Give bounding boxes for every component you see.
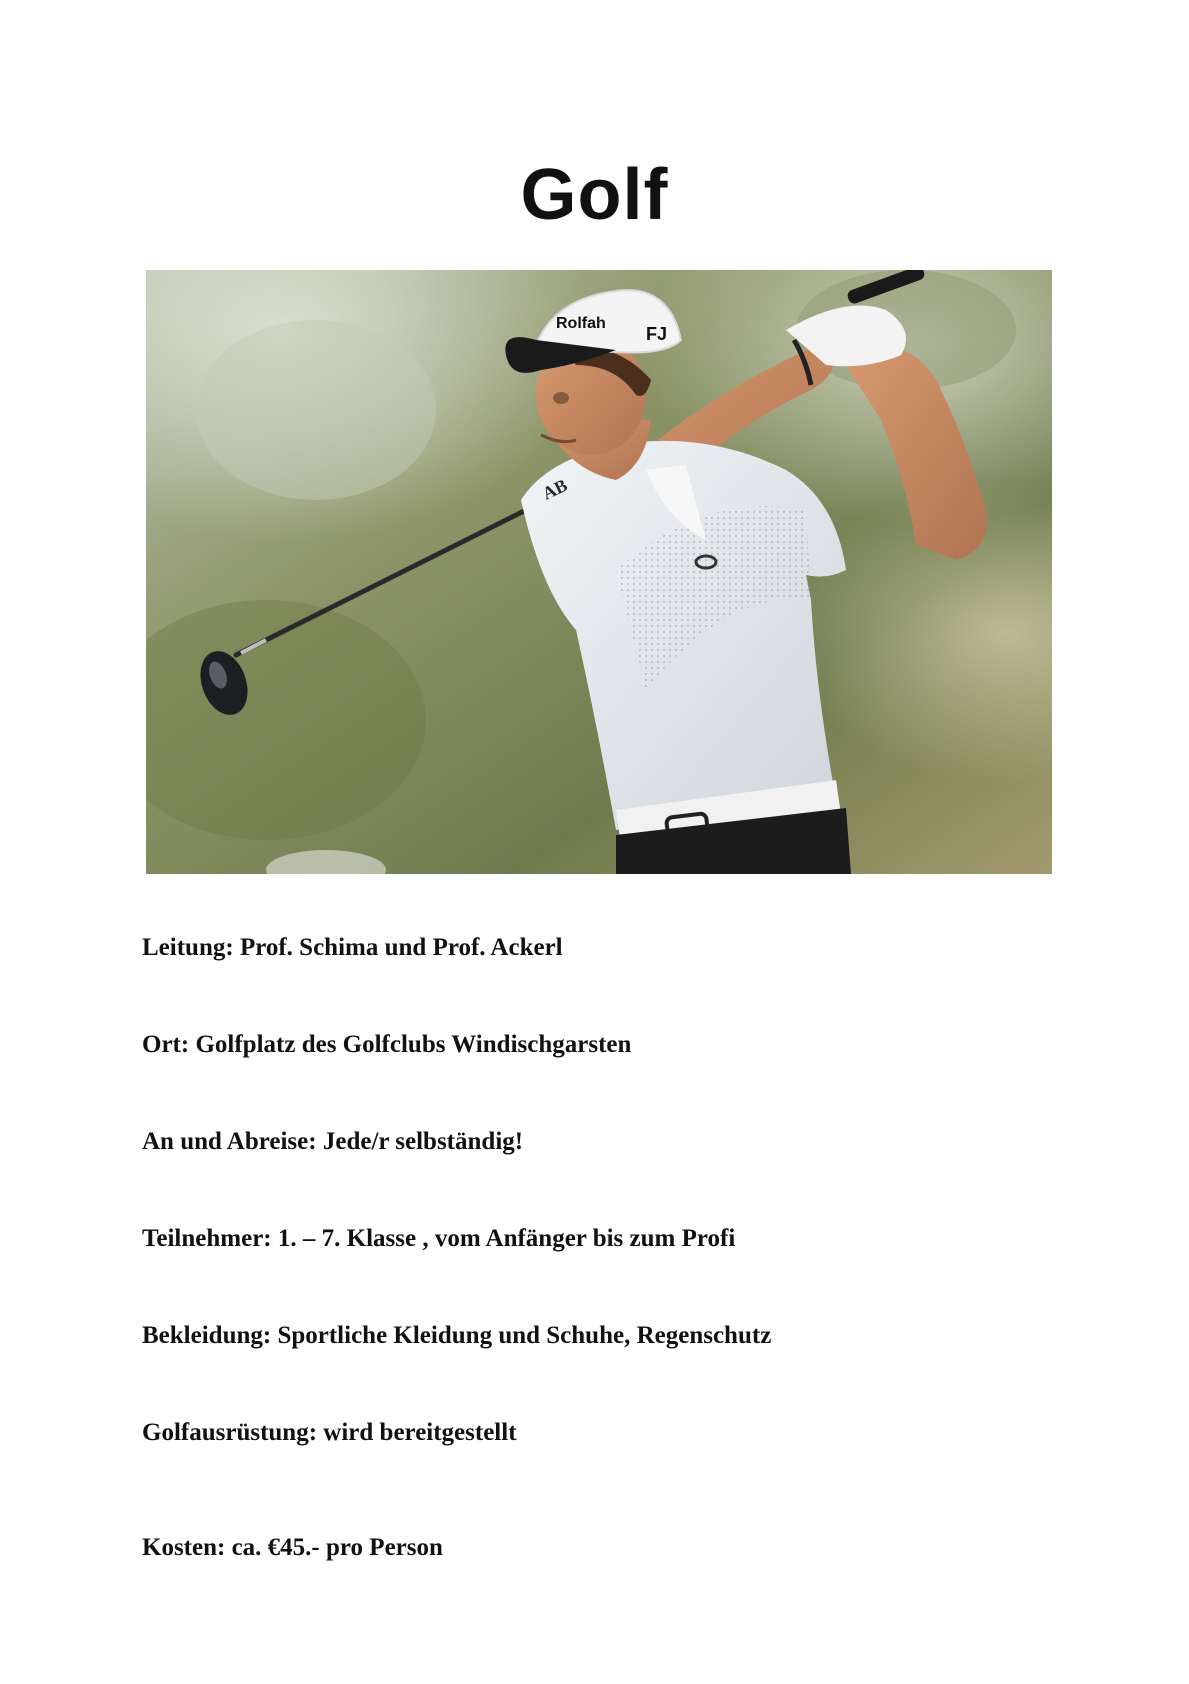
info-anreise-value: Jede/r selbständig!	[322, 1128, 524, 1155]
info-golfausruestung	[142, 1418, 517, 1448]
page-title: Golf	[520, 155, 669, 235]
info-anreise	[142, 1127, 523, 1157]
info-kosten-value: ca. €45.- pro Person	[231, 1534, 443, 1561]
info-leitung	[142, 933, 563, 963]
golfer-photo	[146, 270, 1052, 874]
info-ort-value: Golfplatz des Golfclubs Windischgarsten	[195, 1031, 632, 1058]
info-leitung-value: Prof. Schima und Prof. Ackerl	[239, 934, 563, 961]
info-golfausruestung-value: wird bereitgestellt	[323, 1419, 517, 1446]
cap-sponsor-text: Rolfah	[556, 315, 606, 332]
info-teilnehmer-value: 1. – 7. Klasse , vom Anfänger bis zum Profi	[277, 1225, 736, 1252]
cap-side-text: FJ	[646, 324, 668, 344]
info-kosten-label: Kosten:	[142, 1534, 226, 1561]
info-kosten	[142, 1533, 443, 1563]
info-anreise-label: An und Abreise:	[142, 1128, 317, 1155]
info-leitung-label: Leitung:	[142, 934, 234, 961]
info-golfausruestung-label: Golfausrüstung:	[142, 1419, 318, 1446]
svg-text:AB: AB	[539, 474, 571, 504]
info-bekleidung-label: Bekleidung:	[142, 1322, 272, 1349]
info-bekleidung-value: Sportliche Kleidung und Schuhe, Regenschutz	[277, 1322, 772, 1349]
info-bekleidung	[142, 1321, 771, 1351]
info-ort	[142, 1030, 631, 1060]
info-teilnehmer-label: Teilnehmer:	[142, 1225, 272, 1252]
info-teilnehmer	[142, 1224, 735, 1254]
info-ort-label: Ort:	[142, 1031, 190, 1058]
